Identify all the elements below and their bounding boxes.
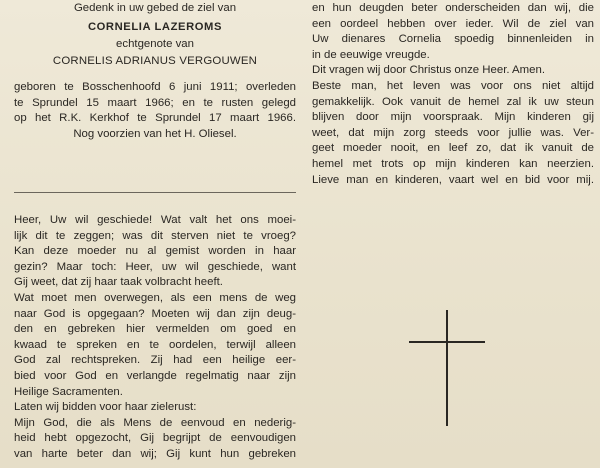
- spouse-name: CORNELIS ADRIANUS VERGOUWEN: [52, 55, 258, 67]
- bio-line: op het R.K. Kerkhof te Sprundel 17 maart 1966.: [14, 112, 296, 125]
- text-line: en hun deugden beter onderscheiden dan wij, die: [312, 2, 594, 14]
- cross-icon-vertical: [446, 310, 448, 426]
- text-line: God zal rechtspreken. Zij had een heilige eer-: [14, 354, 296, 367]
- left-prayer-text: [14, 213, 296, 463]
- text-line: Beste man, het leven was voor ons niet altijd: [312, 79, 594, 92]
- text-line: Gij weet, dat zij haar taak volbracht heeft.: [14, 276, 223, 289]
- text-line: naar God is opgegaan? Moeten wij dan zijn deug-: [14, 307, 296, 320]
- text-line: den en gebreken hier vermelden om goed en: [14, 323, 296, 336]
- text-line: geet moeder nooit, en leef zo, dat ik vanuit de: [312, 142, 594, 155]
- divider: [14, 192, 296, 193]
- text-line: heid hebt opgezocht, Gij begrijpt de eenvoudigen: [14, 432, 296, 445]
- text-line: gezin? Maar toch: Heer, uw wil geschiede, want: [14, 260, 296, 273]
- text-line: van harte beter dan wij; Gij kunt hun gebreken: [14, 447, 296, 460]
- text-line: Mijn God, die als Mens de eenvoud en nederig-: [14, 416, 296, 429]
- text-line: hemel met trots op mijn kinderen kan neerzien.: [312, 157, 594, 170]
- bio-line: te Sprundel 15 maart 1966; en te rusten gelegd: [14, 96, 296, 109]
- text-line: Kan deze moeder nu al gemist worden in haar: [14, 245, 296, 258]
- text-line: gemakkelijk. Ook vanuit de hemel zal ik uw steun: [312, 95, 594, 108]
- cross-icon-horizontal: [409, 341, 485, 343]
- text-line: een oordeel hebben over ieder. Wil de ziel van: [312, 17, 594, 30]
- text-line: lijk dit te zeggen; was dit sterven niet te vroeg?: [14, 229, 296, 242]
- text-line: Dit vragen wij door Christus onze Heer. Amen.: [312, 64, 545, 77]
- right-column: [312, 1, 594, 188]
- text-line: Heilige Sacramenten.: [14, 385, 123, 398]
- text-line: kwaad te spreken en te oordelen, terwijl alleen: [14, 338, 296, 351]
- text-line: in de eeuwige vreugde.: [312, 48, 430, 61]
- text-line: Laten wij bidden voor haar zielerust:: [14, 401, 197, 414]
- text-line: weet, dat mijn zorg steeds voor jullie was. Ver-: [312, 126, 594, 139]
- text-line: Lieve man en kinderen, vaart wel en bid voor mij.: [312, 173, 594, 186]
- bio-line: geboren te Bosschenhoofd 6 juni 1911; overleden: [14, 81, 296, 93]
- relation-line: echtgenote van: [116, 38, 194, 50]
- deceased-name: CORNELIA LAZEROMS: [87, 21, 223, 33]
- text-line: Heer, Uw wil geschiede! Wat valt het ons moei-: [14, 214, 296, 226]
- text-line: Wat moet men overwegen, als een mens de weg: [14, 291, 296, 304]
- bio-line: Nog voorzien van het H. Oliesel.: [73, 127, 237, 140]
- left-column: [14, 1, 296, 73]
- bio-block: [14, 80, 296, 142]
- text-line: Uw dienares Cornelia spoedig binnenleiden in: [312, 33, 594, 46]
- text-line: bied voor God en verlangde regelmatig naar zijn: [14, 369, 296, 382]
- intro-line: Gedenk in uw gebed de ziel van: [73, 2, 237, 14]
- text-line: blijven door mijn voorspraak. Mijn kinderen gij: [312, 111, 594, 124]
